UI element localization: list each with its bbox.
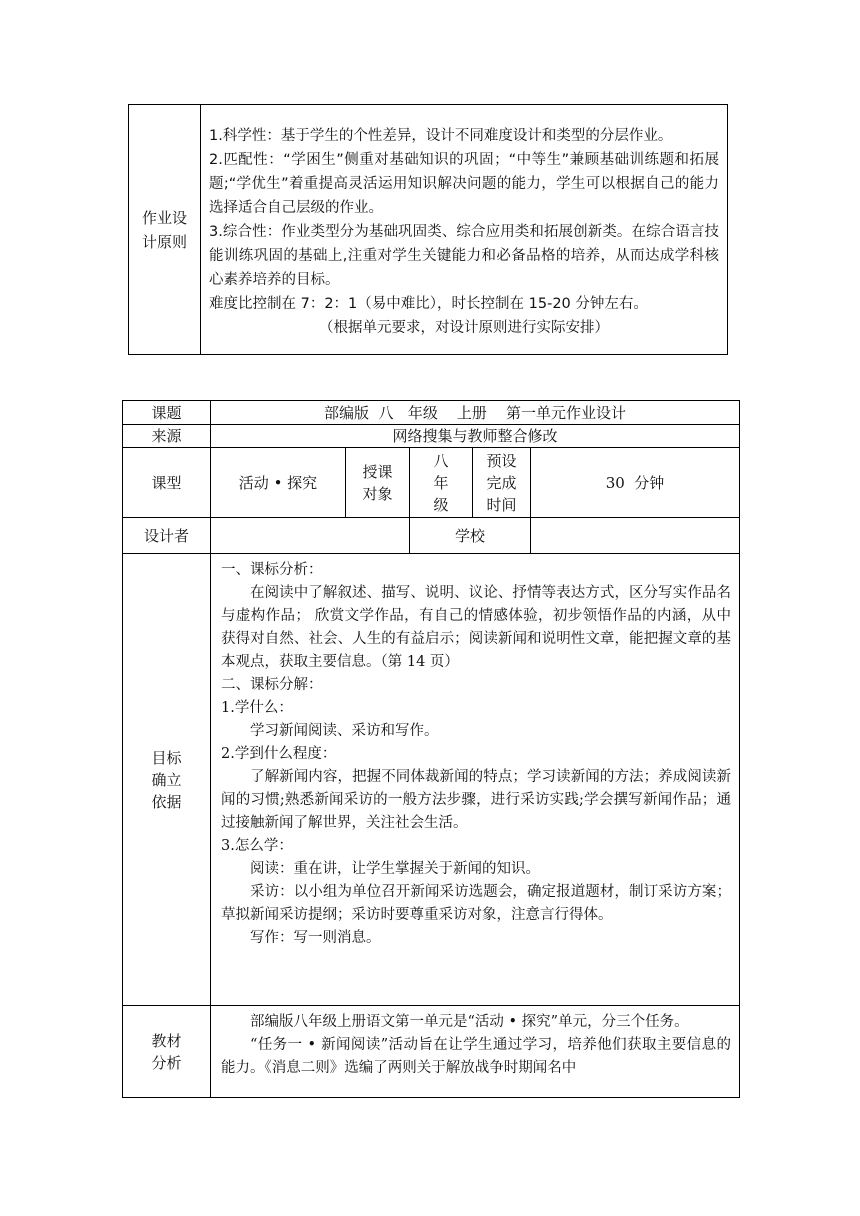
basis-label: 目标确立依据	[123, 554, 211, 1006]
principles-note: （根据单元要求，对设计原则进行实际安排）	[319, 319, 609, 336]
reading-text: 阅读：重在讲，让学生掌握关于新闻的知识。	[250, 861, 540, 877]
difficulty-ratio: 难度比控制在 7：2：1（易中难比），时长控制在 15-20 分钟左右。	[209, 295, 648, 312]
topic-label: 课题	[123, 401, 211, 425]
source-label: 来源	[123, 425, 211, 448]
how-to-learn-heading: 3.怎么学：	[221, 838, 293, 854]
material-text-2: “任务一 • 新闻阅读”活动旨在让学生通过学习，培养他们获取主要信息的能力。《消息二则》选编了两则关于解放战争时期闻名中	[221, 1037, 731, 1076]
topic-value: 部编版 八 年级 上册 第一单元作业设计	[211, 401, 740, 425]
principle-2: 2.匹配性：“学困生”侧重对基础知识的巩固；“中等生”兼顾基础训练题和拓展题;“学优生”着重提高灵活运用知识解决问题的能力，学生可以根据自己的能力选择适合自己层级的作业。	[209, 151, 719, 216]
what-to-learn-text: 学习新闻阅读、采访和写作。	[250, 723, 439, 739]
type-label: 课型	[123, 448, 211, 518]
time-value: 30 分钟	[531, 448, 740, 518]
designer-value	[211, 518, 410, 554]
what-to-learn-heading: 1.学什么：	[221, 700, 293, 716]
material-label: 教材分析	[123, 1006, 211, 1098]
material-text-1: 部编版八年级上册语文第一单元是“活动 • 探究”单元，分三个任务。	[250, 1014, 689, 1030]
principle-1: 1.科学性：基于学生的个性差异，设计不同难度设计和类型的分层作业。	[209, 127, 673, 144]
material-content	[211, 1006, 740, 1098]
interview-text: 采访：以小组为单位召开新闻采访选题会，确定报道题材，制订采访方案；草拟新闻采访提纲；采访时要尊重采访对象，注意言行得体。	[221, 884, 731, 923]
standard-breakdown-heading: 二、课标分解：	[221, 677, 323, 693]
writing-text: 写作：写一则消息。	[250, 930, 381, 946]
principles-label: 作业设计原则	[129, 105, 201, 355]
source-value: 网络搜集与教师整合修改	[211, 425, 740, 448]
type-value: 活动 • 探究	[211, 448, 346, 518]
time-label: 预设完成时间	[473, 448, 531, 518]
audience-label: 授课对象	[346, 448, 410, 518]
standard-analysis-text: 在阅读中了解叙述、描写、说明、议论、抒情等表达方式，区分写实作品名与虚构作品； 欣赏文学作品，有自己的情感体验，初步领悟作品的内涵，从中获得对自然、社会、人生的有益启示；阅读新闻和说明性文章，能把握文章的基本观点，获取主要信息。（第 14 页）	[221, 585, 731, 670]
design-principles-table	[128, 104, 728, 355]
school-label: 学校	[410, 518, 531, 554]
unit-design-table	[122, 400, 740, 1098]
principle-3: 3.综合性：作业类型分为基础巩固类、综合应用类和拓展创新类。在综合语言技能训练巩固的基础上,注重对学生关键能力和必备品格的培养，从而达成学科核心素养培养的目标。	[209, 223, 719, 288]
school-value	[531, 518, 740, 554]
learning-level-text: 了解新闻内容，把握不同体裁新闻的特点；学习读新闻的方法；养成阅读新闻的习惯;熟悉新闻采访的一般方法步骤，进行采访实践;学会撰写新闻作品；通过接触新闻了解世界，关注社会生活。	[221, 769, 731, 831]
principles-content	[201, 105, 728, 355]
standard-analysis-heading: 一、课标分析：	[221, 562, 323, 578]
audience-value: 八年级	[410, 448, 473, 518]
designer-label: 设计者	[123, 518, 211, 554]
learning-level-heading: 2.学到什么程度：	[221, 746, 337, 762]
basis-content	[211, 554, 740, 1006]
